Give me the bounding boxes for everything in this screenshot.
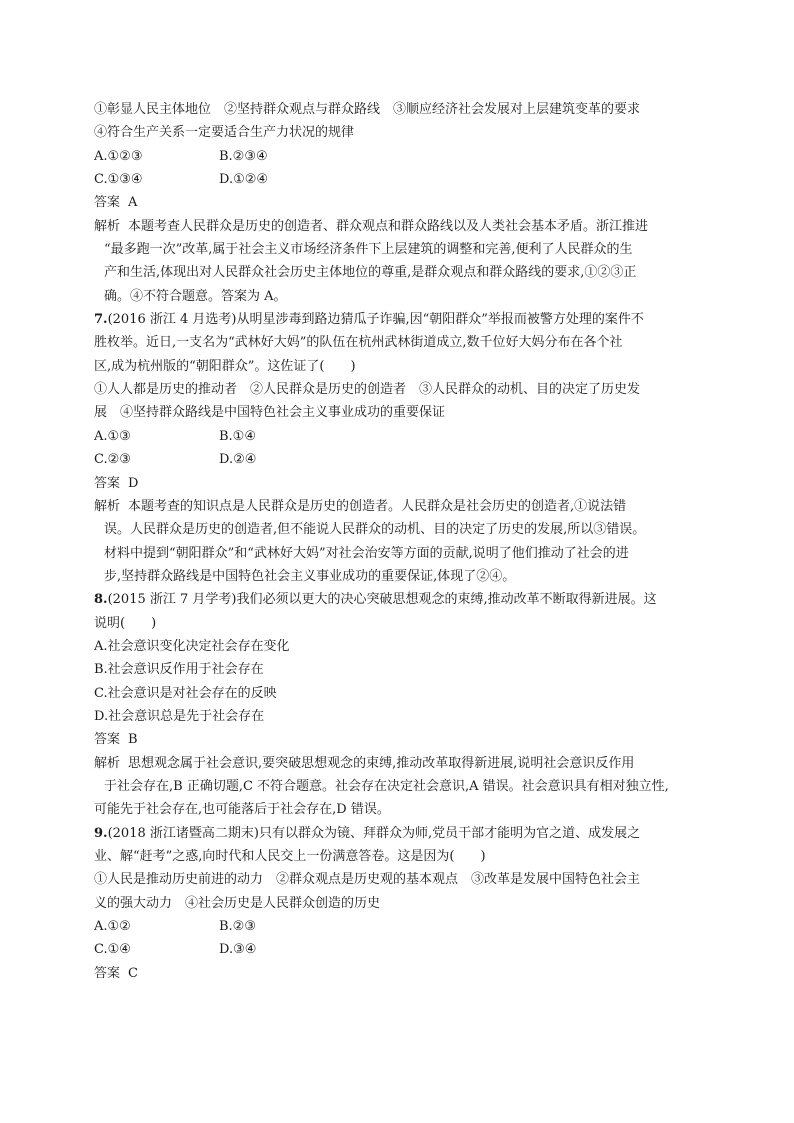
question-stem-line (94, 822, 700, 845)
choice-d: D.①②④ (219, 172, 269, 188)
explanation-text: 可能先于社会存在,也可能落后于社会存在,D 错误。 (94, 802, 390, 818)
choice-row (94, 448, 700, 471)
explanation-text: 本题考查人民群众是历史的创造者、群众观点和群众路线以及人类社会基本矛盾。浙江推进 (128, 218, 649, 234)
explanation-text: 步,坚持群众路线是中国特色社会主义事业成功的重要保证,体现了②④。 (104, 568, 516, 584)
question-stem-line: 说明( ) (94, 615, 157, 631)
explanation-line (94, 752, 700, 775)
explanation-text: 确。④不符合题意。答案为 A。 (104, 288, 287, 304)
option-statements-line: ①彰显人民主体地位 ②坚持群众观点与群众路线 ③顺应经济社会发展对上层建筑变革的要求 (94, 102, 641, 117)
choice-a: A.①②③ (94, 148, 143, 164)
explanation-text: 产和生活,体现出对人民群众社会历史主体地位的尊重,是群众观点和群众路线的要求,①②③正 (104, 265, 637, 281)
choice-row (94, 168, 700, 191)
answer-label: 答案 (94, 475, 121, 491)
answer-value: D (128, 475, 139, 491)
explanation-text: 于社会存在,B 正确切题,C 不符合题意。社会存在决定社会意识,A 错误。社会意识具有相对独立性, (104, 778, 669, 794)
choice-b: B.社会意识反作用于社会存在 (94, 662, 264, 678)
answer-line (94, 191, 700, 214)
option-statements-line: ④符合生产关系一定要适合生产力状况的规律 (94, 125, 355, 141)
explanation-text: 误。人民群众是历史的创造者,但不能说人民群众的动机、目的决定了历史的发展,所以③错误。 (104, 522, 646, 538)
explanation-label: 解析 (94, 755, 121, 771)
question-9 (94, 822, 700, 985)
question-stem-line: 胜枚举。近日,一支名为“武林好大妈”的队伍在杭州武林街道成立,数千位好大妈分布在各个社 (94, 335, 623, 351)
option-statements-line: ①人民是推动历史前进的动力 ②群众观点是历史观的基本观点 ③改革是发展中国特色社会主 (94, 872, 641, 888)
choice-row (94, 425, 700, 448)
answer-value: A (128, 195, 138, 211)
choice-row (94, 145, 700, 168)
choice-c: C.①④ (94, 942, 131, 958)
question-stem-line: 区,成为杭州版的“朝阳群众”。这佐证了( ) (94, 358, 356, 374)
question-number: 8. (94, 592, 108, 608)
choice-row (94, 915, 700, 938)
answer-value: C (128, 965, 138, 981)
choice-b: B.②③ (219, 919, 256, 935)
question-number: 9. (94, 825, 108, 841)
choice-a: A.①② (94, 919, 131, 935)
choice-d: D.社会意识总是先于社会存在 (94, 708, 265, 724)
option-statements-line: ①人人都是历史的推动者 ②人民群众是历史的创造者 ③人民群众的动机、目的决定了历史发 (94, 382, 641, 398)
question-6 (94, 98, 700, 308)
explanation-text: 思想观念属于社会意识,要突破思想观念的束缚,推动改革取得新进展,说明社会意识反作用 (128, 755, 635, 771)
choice-c: C.社会意识是对社会存在的反映 (94, 685, 277, 701)
answer-label: 答案 (94, 195, 121, 211)
question-8 (94, 588, 700, 821)
explanation-line (94, 495, 700, 518)
answer-value: B (128, 732, 138, 748)
explanation-label: 解析 (94, 218, 121, 234)
explanation-text: 本题考查的知识点是人民群众是历史的创造者。人民群众是社会历史的创造者,①说法错 (128, 498, 627, 514)
explanation-line (94, 215, 700, 238)
option-statements-line: 展 ④坚持群众路线是中国特色社会主义事业成功的重要保证 (94, 405, 446, 421)
choice-b: B.①④ (219, 428, 256, 444)
choice-d: D.③④ (219, 942, 257, 958)
choice-a: A.①③ (94, 428, 131, 444)
question-stem-line (94, 588, 700, 611)
question-stem-text: (2016 浙江 4 月选考)从明星涉毒到路边猜瓜子诈骗,因“朝阳群众”举报而被警方处理的案件不 (107, 312, 644, 328)
option-statements-line: 义的强大动力 ④社会历史是人民群众创造的历史 (94, 895, 381, 911)
question-stem-text: (2018 浙江诸暨高二期末)只有以群众为镜、拜群众为师,党员干部才能明为官之道、成发展之 (107, 825, 641, 841)
choice-d: D.②④ (219, 452, 257, 468)
explanation-text: “最多跑一次”改革,属于社会主义市场经济条件下上层建筑的调整和完善,便利了人民群众的生 (104, 242, 633, 258)
answer-line (94, 728, 700, 751)
answer-line (94, 472, 700, 495)
choice-row (94, 938, 700, 961)
answer-line (94, 962, 700, 985)
explanation-text: 材料中提到“朝阳群众”和“武林好大妈”对社会治安等方面的贡献,说明了他们推动了社会的进 (104, 545, 629, 561)
question-stem-line (94, 308, 700, 331)
choice-c: C.①③④ (94, 172, 143, 188)
question-stem-text: (2015 浙江 7 月学考)我们必须以更大的决心突破思想观念的束缚,推动改革不断取得新进展。这 (107, 592, 657, 608)
question-number: 7. (94, 312, 108, 328)
explanation-label: 解析 (94, 498, 121, 514)
choice-a: A.社会意识变化决定社会存在变化 (94, 638, 290, 654)
answer-label: 答案 (94, 732, 121, 748)
document-page (94, 98, 700, 985)
choice-b: B.②③④ (219, 148, 268, 164)
question-stem-line: 业、解“赶考”之惑,向时代和人民交上一份满意答卷。这是因为( ) (94, 849, 486, 864)
question-7 (94, 308, 700, 588)
answer-label: 答案 (94, 965, 121, 981)
choice-c: C.②③ (94, 452, 131, 468)
